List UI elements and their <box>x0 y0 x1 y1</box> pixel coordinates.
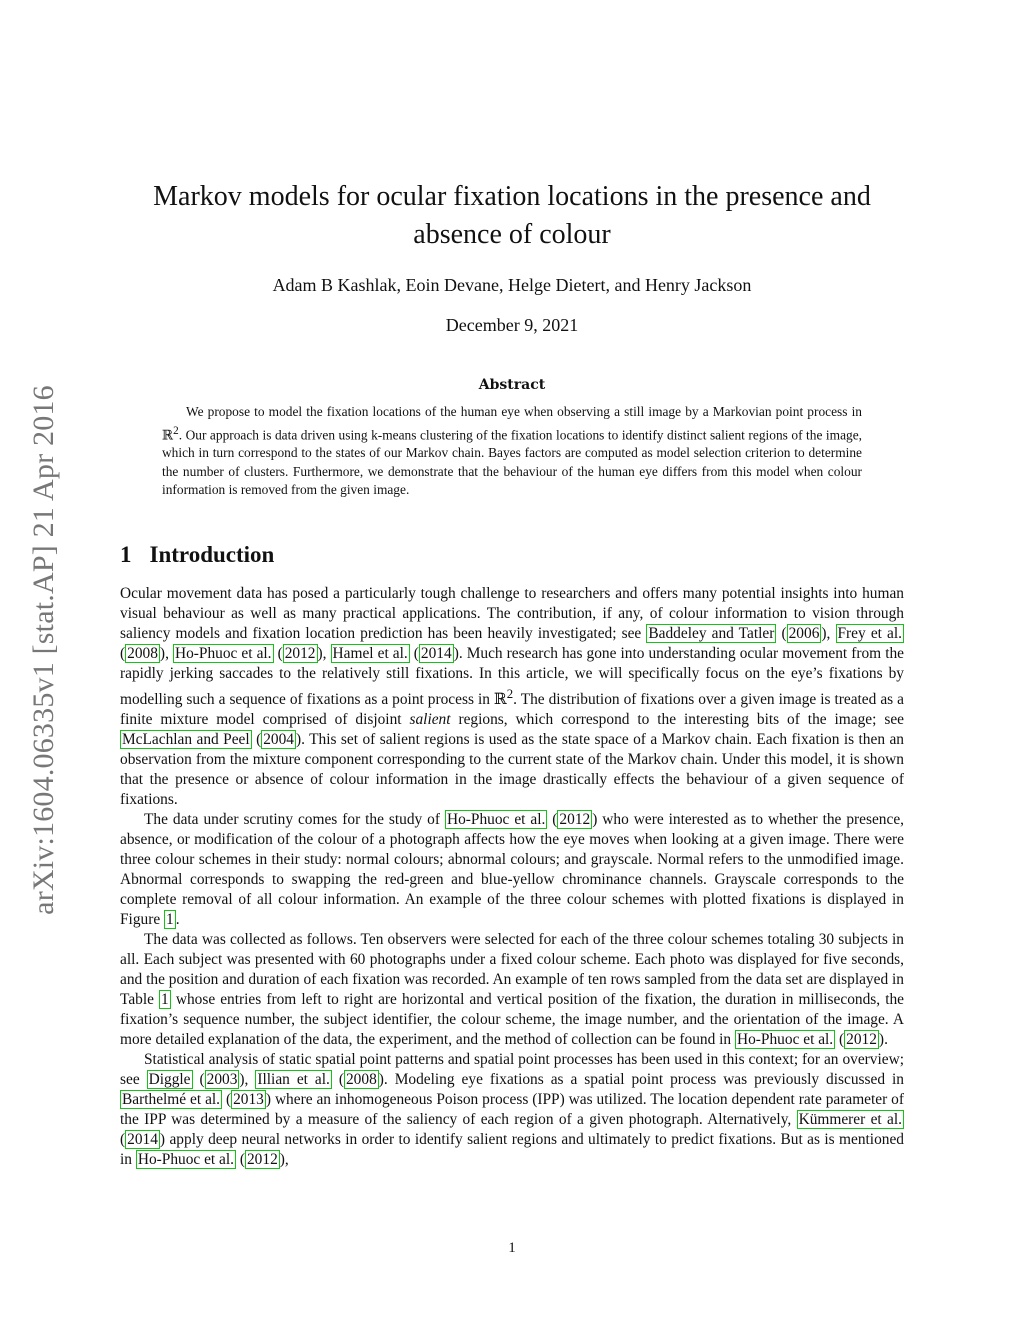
citation-link[interactable]: Ho-Phuoc et al. <box>174 645 272 662</box>
citation-link[interactable]: Baddeley and Tatler <box>648 625 775 642</box>
paragraph-1: Ocular movement data has posed a particularly tough challenge to researchers and offers many potential insights into human visual behaviour as well as many practical applications. The contribution, if any, of colour information to vision through saliency models and fixation location prediction has been heavily investigated; see Baddeley and Tatler ( 2006 ), Frey et al. ( 2008 ), Ho-Phuoc et al. ( 2012 ), Hamel et al. ( 2014 ). Much research has gone into understanding ocular movement from the rapidly jerking saccades to the relatively still fixations. In this article, we will specifically focus on the eye’s fixations by modelling such a sequence of fixations as a point process in ℝ$^2$. The distribution of fixations over a given image is treated as a finite mixture model comprised of disjoint salient regions, which correspond to the interesting bits of the image; see McLachlan and Peel ( 2004 ). This set of salient regions is used as the state space of a Markov chain. Each fixation is then an observation from the mixture component corresponding to the current state of the Markov chain. Under this model, it is shown that the presence or absence of colour information in the image drastically effects the behaviour of a given sequence of fixations. <box>120 585 905 809</box>
section-title: Introduction <box>149 542 275 567</box>
citation-link[interactable]: Illian et al. <box>257 1071 330 1089</box>
citation-year-link[interactable]: 2014 <box>420 645 452 662</box>
paragraph-4: Statistical analysis of static spatial point patterns and spatial point processes has been used in this context; for an overview; see Diggle ( 2003 ), Illian et al. ( 2008 ). Modeling eye fixations as a spatial point process was previously discussed in Barthelmé et al. ( 2013 ) where an inhomogeneous Poison process (IPP) was utilized. The location dependent rate parameter of the IPP was determined by a measure of the saliency of each region of a given photograph. Alternatively, Kümmerer et al. ( 2014 ) apply deep neural networks in order to identify salient regions and ultimately to predict fixations. But as is mentioned in Ho-Phuoc et al. ( 2012 ), <box>120 1051 904 1169</box>
table-reference-link[interactable]: 1 <box>161 991 169 1009</box>
citation-year-link[interactable]: 2008 <box>127 645 158 662</box>
citation-year-link[interactable]: 2012 <box>246 1151 278 1169</box>
introduction-body <box>120 584 904 1170</box>
paragraph-3: The data was collected as follows. Ten observers were selected for each of the three colour schemes totaling 30 subjects in all. Each subject was presented with 60 photographs under a fixed colour scheme. Each photo was displayed for five seconds, and the position and duration of each fixation was recorded. An example of ten rows sampled from the data set are displayed in Table 1 whose entries from left to right are horizontal and vertical position of the fixation, the duration in milliseconds, the fixation’s sequence number, the subject identifier, the colour scheme, the image number, and the orientation of the image. A more detailed explanation of the data, the experiment, and the method of collection can be found in Ho-Phuoc et al. ( 2012 ). <box>120 931 904 1049</box>
citation-link[interactable]: Ho-Phuoc et al. <box>446 811 546 829</box>
citation-year-link[interactable]: 2012 <box>284 645 316 662</box>
abstract-heading: Abstract <box>478 377 546 393</box>
citation-link[interactable]: Ho-Phuoc et al. <box>137 1151 234 1169</box>
citation-link[interactable]: Ho-Phuoc et al. <box>736 1031 834 1049</box>
figure-reference-link[interactable]: 1 <box>166 911 174 929</box>
citation-link[interactable]: Frey et al. <box>837 625 903 642</box>
citation-link[interactable]: Barthelmé et al. <box>122 1091 221 1109</box>
section-number: 1 <box>120 542 132 567</box>
author-list: Adam B Kashlak, Eoin Devane, Helge Dietert, and Henry Jackson <box>272 275 752 295</box>
citation-link[interactable]: McLachlan and Peel <box>122 731 250 749</box>
section-heading-introduction <box>120 542 274 568</box>
arxiv-identifier-stamp: arXiv:1604.06335v1 [stat.AP] 21 Apr 2016 <box>27 385 60 915</box>
citation-year-link[interactable]: 2012 <box>559 811 591 829</box>
citation-year-link[interactable]: 2014 <box>127 1131 158 1149</box>
citation-link[interactable]: Kümmerer et al. <box>798 1111 902 1129</box>
citation-link[interactable]: Diggle <box>148 1071 191 1089</box>
citation-year-link[interactable]: 2003 <box>206 1071 238 1089</box>
citation-link[interactable]: Hamel et al. <box>332 645 408 662</box>
citation-year-link[interactable]: 2004 <box>263 731 294 749</box>
citation-year-link[interactable]: 2008 <box>345 1071 377 1089</box>
citation-year-link[interactable]: 2006 <box>788 625 820 642</box>
abstract-paragraph: We propose to model the fixation locations of the human eye when observing a still image by a Markovian point process in ℝ$^2$. Our approach is data driven using k-means clustering of the fixation locations to identify distinct salient regions of the image, which in turn correspond to the states of our Markov chain. Bayes factors are computed as model selection criterion to determine the number of clusters. Furthermore, we demonstrate that the behaviour of the human eye differs from this model when colour information is removed from the given image. <box>162 404 862 498</box>
paragraph-2: The data under scrutiny comes for the study of Ho-Phuoc et al. ( 2012 ) who were interested as to whether the presence, absence, or modification of the colour of a photograph affects how the eye moves when looking at a given image. There were three colour schemes in their study: normal colours; abnormal colours; and grayscale. Normal refers to the unmodified image. Abnormal corresponds to swapping the red-green and blue-yellow chrominance channels. Grayscale corresponds to the complete removal of all colour information. An example of the three colour schemes with plotted fixations is displayed in Figure 1 . <box>120 811 904 929</box>
paper-date: December 9, 2021 <box>445 315 579 335</box>
paper-title: Markov models for ocular fixation locations in the presence and absence of colour <box>153 181 871 250</box>
citation-year-link[interactable]: 2013 <box>233 1091 264 1109</box>
citation-year-link[interactable]: 2012 <box>846 1031 877 1049</box>
abstract-body <box>162 403 862 500</box>
page-number: 1 <box>508 1240 516 1256</box>
